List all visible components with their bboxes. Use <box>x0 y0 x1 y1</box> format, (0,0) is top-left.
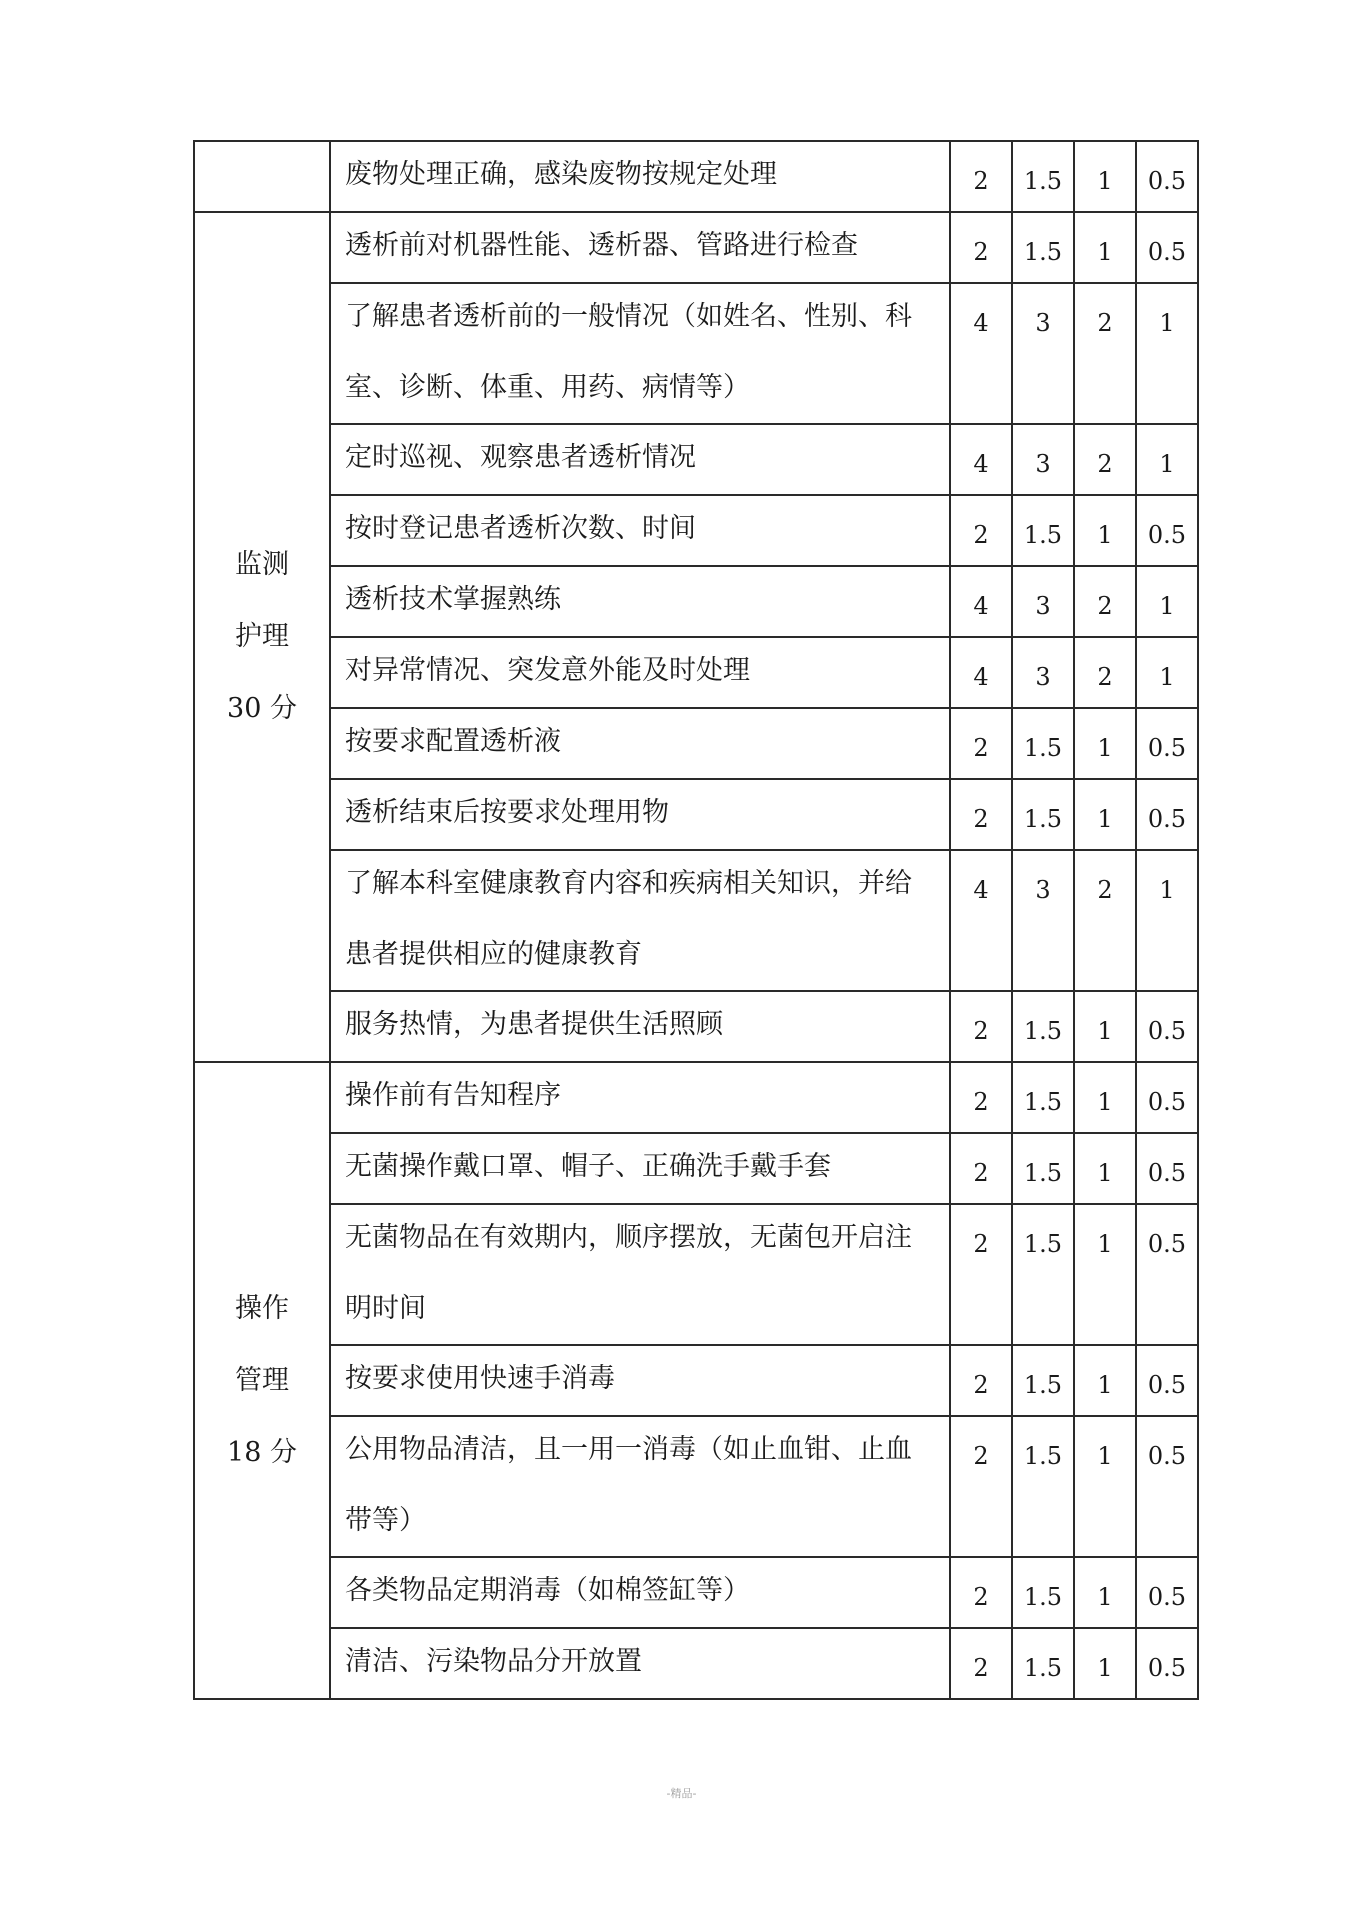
score-cell: 2 <box>950 1133 1012 1204</box>
score-cell: 2 <box>1074 850 1136 991</box>
item-cell <box>330 212 950 283</box>
item-cell <box>330 850 950 991</box>
score-cell: 0.5 <box>1136 141 1198 212</box>
score-cell: 1 <box>1136 424 1198 495</box>
category-label: 管理 <box>235 1364 289 1396</box>
score-cell: 2 <box>950 1062 1012 1133</box>
item-text: 各类物品定期消毒（如棉签缸等） <box>345 1575 750 1606</box>
item-text: 透析前对机器性能、透析器、管路进行检查 <box>345 230 858 261</box>
table-row <box>194 1557 1198 1628</box>
score-cell: 1 <box>1136 283 1198 424</box>
score-cell: 3 <box>1012 283 1074 424</box>
item-cell <box>330 1062 950 1133</box>
score-cell: 0.5 <box>1136 991 1198 1062</box>
score-cell: 1.5 <box>1012 495 1074 566</box>
score-cell: 3 <box>1012 424 1074 495</box>
item-cell <box>330 495 950 566</box>
category-label: 操作 <box>235 1292 289 1324</box>
score-cell: 2 <box>1074 424 1136 495</box>
score-cell: 4 <box>950 424 1012 495</box>
score-cell: 0.5 <box>1136 708 1198 779</box>
score-cell: 4 <box>950 283 1012 424</box>
item-text: 透析技术掌握熟练 <box>345 584 561 615</box>
score-cell: 4 <box>950 850 1012 991</box>
score-cell: 0.5 <box>1136 1204 1198 1345</box>
score-cell: 1 <box>1136 566 1198 637</box>
score-cell: 1 <box>1074 141 1136 212</box>
score-cell: 2 <box>950 779 1012 850</box>
score-cell: 2 <box>1074 637 1136 708</box>
table-row <box>194 495 1198 566</box>
item-text: 按要求配置透析液 <box>345 726 561 757</box>
score-cell: 1.5 <box>1012 779 1074 850</box>
item-cell <box>330 1133 950 1204</box>
category-cell <box>194 212 330 1062</box>
item-text: 定时巡视、观察患者透析情况 <box>345 442 696 473</box>
score-cell: 2 <box>950 1557 1012 1628</box>
score-cell: 0.5 <box>1136 1345 1198 1416</box>
score-cell: 1.5 <box>1012 1345 1074 1416</box>
category-cell <box>194 1062 330 1699</box>
score-cell: 0.5 <box>1136 1557 1198 1628</box>
item-cell <box>330 1416 950 1557</box>
category-label: 30 分 <box>227 693 297 724</box>
score-cell: 0.5 <box>1136 495 1198 566</box>
category-label: 护理 <box>235 621 289 652</box>
table-row <box>194 566 1198 637</box>
category-cell <box>194 141 330 212</box>
item-text: 透析结束后按要求处理用物 <box>345 797 669 828</box>
table-row <box>194 1062 1198 1133</box>
score-cell: 4 <box>950 566 1012 637</box>
item-cell <box>330 637 950 708</box>
score-cell: 0.5 <box>1136 1416 1198 1557</box>
score-cell: 1.5 <box>1012 1628 1074 1699</box>
score-cell: 1.5 <box>1012 1133 1074 1204</box>
score-cell: 1 <box>1074 779 1136 850</box>
score-cell: 1 <box>1074 1557 1136 1628</box>
score-cell: 2 <box>1074 566 1136 637</box>
score-cell: 1 <box>1074 1133 1136 1204</box>
item-cell <box>330 779 950 850</box>
item-text: 服务热情，为患者提供生活照顾 <box>345 1009 723 1040</box>
score-cell: 1.5 <box>1012 1062 1074 1133</box>
score-cell: 2 <box>950 141 1012 212</box>
item-cell <box>330 1204 950 1345</box>
item-cell <box>330 1557 950 1628</box>
score-cell: 1 <box>1074 708 1136 779</box>
score-cell: 0.5 <box>1136 779 1198 850</box>
item-text: 废物处理正确，感染废物按规定处理 <box>345 159 777 190</box>
score-cell: 1 <box>1136 637 1198 708</box>
score-cell: 2 <box>950 1628 1012 1699</box>
item-cell <box>330 141 950 212</box>
score-cell: 2 <box>1074 283 1136 424</box>
score-cell: 2 <box>950 708 1012 779</box>
item-text: 公用物品清洁，且一用一消毒（如止血钳、止血带等） <box>345 1434 912 1536</box>
score-cell: 1 <box>1074 1628 1136 1699</box>
table-row <box>194 283 1198 424</box>
score-cell: 0.5 <box>1136 1133 1198 1204</box>
score-cell: 1 <box>1074 1204 1136 1345</box>
table-row <box>194 850 1198 991</box>
item-text: 清洁、污染物品分开放置 <box>345 1646 642 1677</box>
item-cell <box>330 708 950 779</box>
table-row <box>194 708 1198 779</box>
score-cell: 1.5 <box>1012 708 1074 779</box>
score-cell: 3 <box>1012 850 1074 991</box>
item-text: 按时登记患者透析次数、时间 <box>345 513 696 544</box>
table-row <box>194 424 1198 495</box>
score-cell: 1.5 <box>1012 1204 1074 1345</box>
item-text: 按要求使用快速手消毒 <box>345 1363 615 1394</box>
score-cell: 1.5 <box>1012 991 1074 1062</box>
category-label: 监测 <box>235 549 289 580</box>
score-cell: 1 <box>1074 1345 1136 1416</box>
item-cell <box>330 566 950 637</box>
score-cell: 1 <box>1074 991 1136 1062</box>
score-cell: 1.5 <box>1012 1557 1074 1628</box>
score-cell: 3 <box>1012 637 1074 708</box>
item-cell <box>330 283 950 424</box>
category-label: 18 分 <box>227 1436 297 1468</box>
score-cell: 1 <box>1136 850 1198 991</box>
score-cell: 1 <box>1074 495 1136 566</box>
item-text: 了解本科室健康教育内容和疾病相关知识，并给患者提供相应的健康教育 <box>345 868 912 970</box>
item-text: 无菌物品在有效期内，顺序摆放，无菌包开启注明时间 <box>345 1222 912 1324</box>
page-footer: -精品- <box>666 1787 697 1800</box>
item-text: 对异常情况、突发意外能及时处理 <box>345 655 750 686</box>
item-cell <box>330 1628 950 1699</box>
table-row <box>194 1628 1198 1699</box>
table-row <box>194 1204 1198 1345</box>
table-row <box>194 991 1198 1062</box>
table-row <box>194 212 1198 283</box>
item-text: 了解患者透析前的一般情况（如姓名、性别、科室、诊断、体重、用药、病情等） <box>345 301 912 403</box>
score-cell: 1.5 <box>1012 1416 1074 1557</box>
item-cell <box>330 1345 950 1416</box>
score-cell: 0.5 <box>1136 212 1198 283</box>
table-row <box>194 141 1198 212</box>
score-cell: 1 <box>1074 1062 1136 1133</box>
score-cell: 2 <box>950 1345 1012 1416</box>
score-cell: 2 <box>950 991 1012 1062</box>
score-cell: 2 <box>950 212 1012 283</box>
score-cell: 1.5 <box>1012 212 1074 283</box>
table-body <box>194 141 1198 1699</box>
table-row <box>194 779 1198 850</box>
score-cell: 1 <box>1074 1416 1136 1557</box>
table-row <box>194 1416 1198 1557</box>
item-cell <box>330 424 950 495</box>
item-cell <box>330 991 950 1062</box>
score-cell: 4 <box>950 637 1012 708</box>
item-text: 无菌操作戴口罩、帽子、正确洗手戴手套 <box>345 1151 831 1182</box>
score-cell: 0.5 <box>1136 1628 1198 1699</box>
score-cell: 2 <box>950 1204 1012 1345</box>
score-cell: 3 <box>1012 566 1074 637</box>
table-row <box>194 1133 1198 1204</box>
score-cell: 2 <box>950 1416 1012 1557</box>
item-text: 操作前有告知程序 <box>345 1080 561 1111</box>
score-cell: 1.5 <box>1012 141 1074 212</box>
table-row <box>194 637 1198 708</box>
score-cell: 1 <box>1074 212 1136 283</box>
table-row <box>194 1345 1198 1416</box>
score-cell: 0.5 <box>1136 1062 1198 1133</box>
evaluation-table <box>193 140 1199 1700</box>
score-cell: 2 <box>950 495 1012 566</box>
